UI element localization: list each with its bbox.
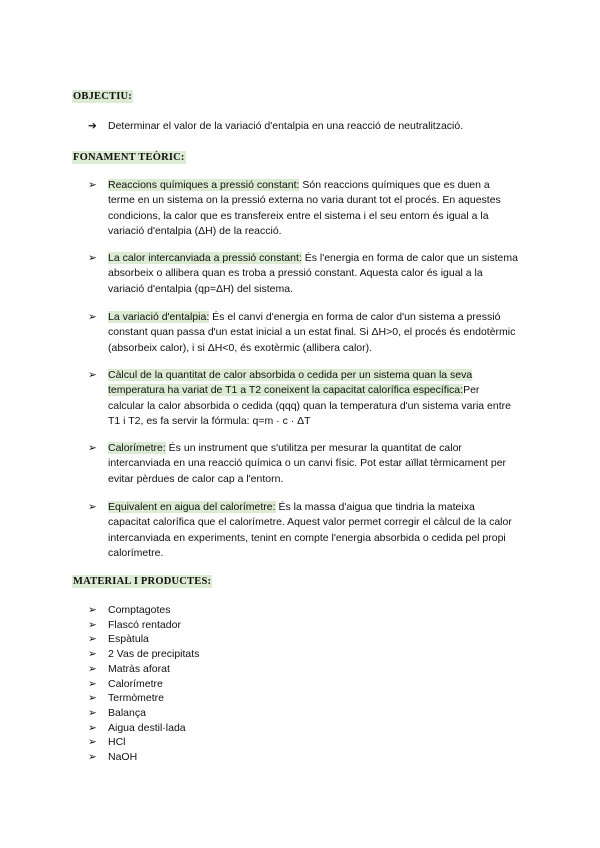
theory-term: Equivalent en aigua del calorímetre: [108,501,276,513]
bullet-icon: ➢ [88,179,97,191]
bullet-icon: ➢ [88,648,97,661]
theory-item-water-equivalent [88,500,518,562]
theory-heading: FONAMENT TEÒRIC: [73,152,185,163]
bullet-icon: ➢ [88,751,97,764]
list-item [88,632,199,647]
bullet-icon: ➢ [88,501,97,513]
bullet-icon: ➢ [88,721,97,734]
material-label: 2 Vas de precipitats [108,648,200,661]
bullet-icon: ➢ [88,662,97,675]
material-label: Flascó rentador [108,618,181,631]
theory-item-calorimeter [88,441,518,487]
bullet-icon: ➢ [88,252,97,264]
material-label: Aigua destil·lada [108,721,186,734]
bullet-icon: ➢ [88,736,97,749]
theory-item-enthalpy-variation [88,310,518,356]
list-item [88,677,199,692]
theory-term: Reaccions químiques a pressió constant: [108,179,300,191]
bullet-icon: ➢ [88,369,97,381]
list-item [88,706,199,721]
theory-text: Són reaccions químiques que es duen a terme en un sistema on la pressió externa no varia durant tot el procés. En aquestes condicions, la calor que es transfereix entre el sistema i el seu entorn és igual a la variació d'entalpia (ΔH) de la reacció. [108,179,501,238]
theory-text: És la massa d'aigua que tindria la mateixa capacitat calorífica que el calorímetre. Aquest valor permet corregir el càlcul de la calor intercanviada en experiments, tenint en compte l'energia absorbida o cedida pel propi calorímetre. [108,501,512,560]
list-item [88,750,199,765]
material-label: Espàtula [108,633,149,646]
objective-text: Determinar el valor de la variació d'entalpia en una reacció de neutralització. [108,120,464,132]
theory-term: Càlcul de la quantitat de calor absorbida o cedida per un sistema quan la seva temperatura ha variat de T1 a T2 coneixent la capacitat calorífica específica: [108,369,473,397]
theory-term: La calor intercanviada a pressió constant: [108,252,302,264]
objective-heading: OBJECTIU: [73,91,132,102]
theory-term: La variació d'entalpia: [108,311,210,323]
theory-item-constant-pressure-reactions [88,178,518,240]
bullet-icon: ➢ [88,677,97,690]
material-label: NaOH [108,751,138,764]
list-item [88,603,199,618]
list-item [88,618,199,633]
theory-text: És el canvi d'energia en forma de calor d'un sistema a pressió constant quan passa d'un estat inicial a un estat final. Si ΔH>0, el procés és endotèrmic (absorbeix calor), i si ΔH<0, és exotèrmic (allibera calor). [108,311,516,354]
theory-text: És un instrument que s'utilitza per mesurar la quantitat de calor intercanviada en una reacció química o un canvi físic. Pot estar aïllat tèrmicament per evitar pèrdues de calor cap a l'entorn. [108,442,507,485]
theory-item-heat-calculation [88,368,518,430]
bullet-icon: ➢ [88,442,97,454]
bullet-icon: ➢ [88,706,97,719]
objective-line [88,119,463,133]
bullet-icon: ➢ [88,633,97,646]
material-label: Termòmetre [108,692,165,705]
bullet-icon: ➢ [88,692,97,705]
theory-item-heat-exchanged [88,251,518,297]
material-label: Comptagotes [108,604,171,616]
material-label: Calorímetre [108,677,163,690]
list-item [88,662,199,677]
material-label: HCl [108,736,126,749]
bullet-icon: ➢ [88,311,97,323]
materials-list [88,603,199,765]
theory-text: És l'energia en forma de calor que un sistema absorbeix o allibera quan es troba a pressió constant. Aquesta calor és igual a la variació d'entalpia (qp=ΔH) del sistema. [108,252,518,295]
list-item [88,647,199,662]
arrow-bullet-icon: ➔ [88,120,97,132]
material-label: Matràs aforat [108,662,170,675]
bullet-icon: ➢ [88,618,97,631]
list-item [88,691,199,706]
bullet-icon: ➢ [88,604,97,616]
material-label: Balança [108,706,146,719]
theory-term: Calorímetre: [108,442,166,454]
theory-text: Per calcular la calor absorbida o cedida (qqq) quan la temperatura d'un sistema varia entre T1 i T2, es fa servir la fórmula: q=m · c · ΔT [108,384,511,428]
list-item [88,735,199,750]
materials-heading: MATERIAL I PRODUCTES: [73,576,212,587]
list-item [88,721,199,736]
